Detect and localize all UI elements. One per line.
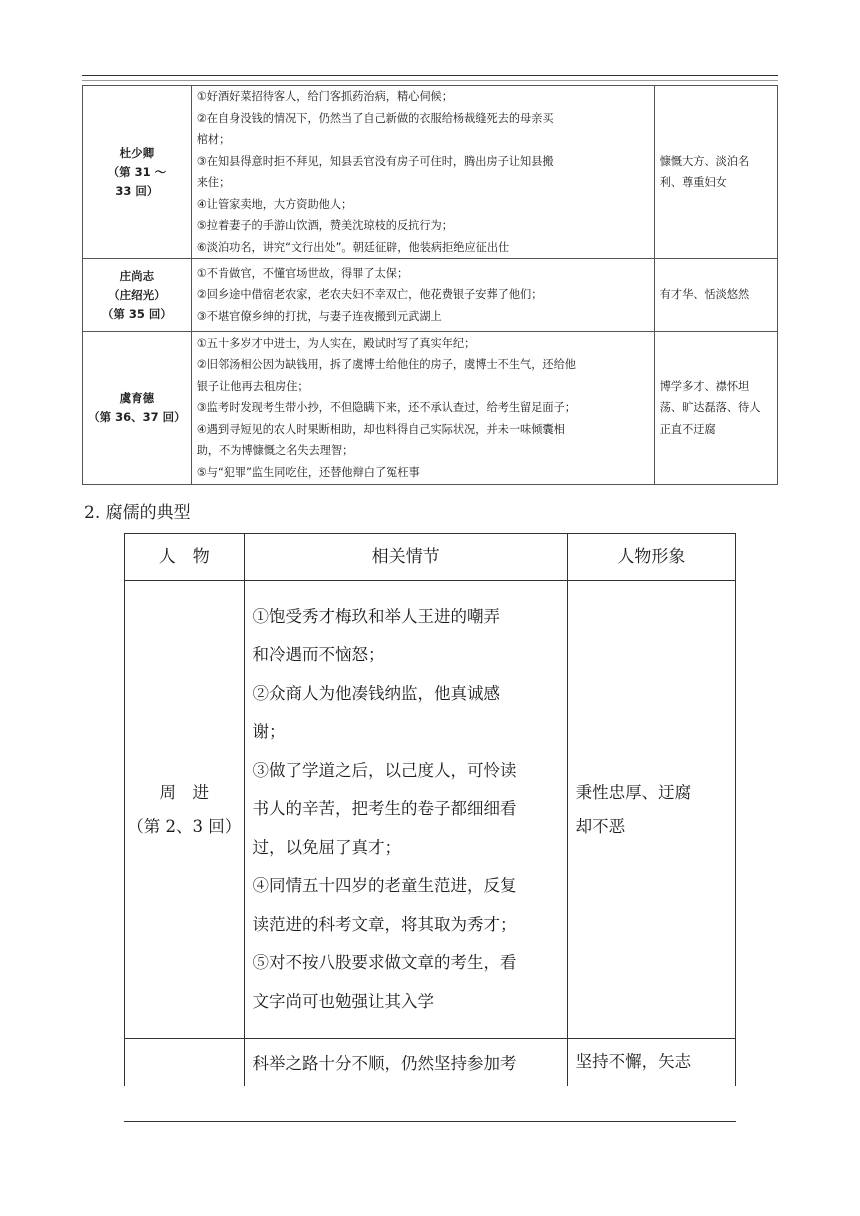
plot-line: ②旧邻汤相公因为缺钱用，拆了虞博士给他住的房子，虞博士不生气，还给他: [196, 358, 576, 372]
plot-cell: [191, 259, 654, 332]
column-header: 相关情节: [244, 534, 567, 581]
image-line: 却不恶: [575, 816, 626, 836]
plot-line: ②在自身没钱的情况下，仍然当了自己新做的衣服给杨裁缝死去的母亲买: [196, 111, 554, 125]
image-cell: 坚持不懈，矢志: [567, 1039, 735, 1087]
plot-cell: [191, 332, 654, 485]
plot-cell: [244, 581, 567, 1039]
plot-line: 来住；: [196, 176, 231, 189]
character-name: 虞育德: [119, 391, 155, 405]
plot-line: 和冷遇而不恼怒；: [252, 645, 385, 665]
image-line: 慷慨大方、淡泊名: [659, 154, 750, 168]
plot-line: 谢；: [252, 722, 286, 742]
chapter-ref: （第 2、3 回）: [127, 816, 242, 836]
image-cell: [654, 332, 777, 485]
table-row: [125, 581, 736, 1039]
image-line: 荡、旷达磊落、待人: [659, 401, 761, 415]
plot-line: ③在知县得意时拒不拜见，知县丢官没有房子可住时，腾出房子让知县搬: [196, 154, 554, 168]
alias: （庄绍光）: [108, 287, 166, 302]
plot-line: ①不肯做官，不懂官场世故，得罪了太保；: [196, 266, 409, 280]
plot-line: 文字尚可也勉强让其入学: [252, 991, 435, 1011]
plot-cell: 科举之路十分不顺，仍然坚持参加考: [244, 1039, 567, 1087]
image-line: 秉性忠厚、迂腐: [575, 782, 692, 802]
plot-line: 棺材；: [196, 133, 231, 146]
image-cell: [567, 581, 735, 1039]
plot-line: ③监考时发现考生带小抄，不但隐瞒下来，还不承认查过，给考生留足面子；: [196, 401, 576, 415]
plot-line: ⑤拉着妻子的手游山饮酒，赞美沈琼枝的反抗行为；: [196, 219, 453, 232]
column-header: 人 物: [125, 534, 245, 581]
character-name-cell: [125, 1039, 245, 1087]
chapter-ref: 33 回）: [115, 183, 159, 198]
chapter-ref: （第 36、37 回）: [88, 410, 186, 424]
plot-line: ③不堪官僚乡绅的打扰，与妻子连夜搬到元武湖上: [196, 309, 442, 323]
table-header-row: [125, 534, 736, 581]
image-line: 正直不迂腐: [659, 422, 716, 436]
plot-line: ②众商人为他凑钱纳监，他真诚感: [252, 683, 501, 703]
column-header: 人物形象: [567, 534, 735, 581]
plot-line: ⑥淡泊功名，讲究“文行出处”。朝廷征辟，他装病拒绝应征出仕: [196, 240, 510, 254]
plot-line: ④让管家卖地，大方资助他人；: [196, 197, 353, 211]
image-line: 利、尊重妇女: [659, 176, 727, 189]
image-line: 有才华、恬淡悠然: [659, 288, 750, 302]
plot-line: ④同情五十四岁的老童生范进，反复: [252, 876, 517, 896]
plot-line: 过，以免屈了真才；: [252, 837, 402, 857]
plot-line: ①饱受秀才梅玖和举人王进的嘲弄: [252, 606, 501, 626]
chapter-ref: （第 31 ～: [107, 164, 167, 179]
chapter-ref: （第 35 回）: [101, 306, 172, 321]
image-line: 博学多才、襟怀坦: [659, 379, 750, 393]
header-rule: [82, 75, 778, 76]
table-row: [83, 259, 778, 332]
image-cell: [654, 259, 777, 332]
character-name-cell: [83, 259, 192, 332]
character-name-cell: [83, 332, 192, 485]
scholar-table-1: [82, 85, 778, 485]
plot-line: ②回乡途中借宿老农家，老农夫妇不幸双亡，他花费银子安葬了他们；: [196, 288, 543, 302]
image-cell: [654, 86, 777, 259]
table-row: [125, 1039, 736, 1087]
section-title: 2. 腐儒的典型: [84, 503, 191, 523]
header-rule-thin: [82, 80, 778, 81]
plot-line: 助，不为博慷慨之名失去理智；: [196, 444, 354, 458]
plot-line: ④遇到寻短见的农人时果断相助，却也料得自己实际状况，并未一味倾囊相: [196, 422, 565, 436]
character-name: 杜少卿: [119, 145, 155, 160]
character-name-cell: [83, 86, 192, 259]
plot-line: ①好酒好菜招待客人，给门客抓药治病，精心伺候；: [196, 90, 453, 103]
plot-line: ⑤对不按八股要求做文章的考生，看: [252, 953, 517, 973]
table-row: [83, 86, 778, 259]
character-name: 庄尚志: [119, 268, 155, 283]
character-name: 周 进: [159, 782, 209, 802]
table-bottom-rule: [124, 1121, 736, 1122]
plot-line: 书人的辛苦，把考生的卷子都细细看: [252, 799, 517, 819]
character-name-cell: [125, 581, 245, 1039]
plot-line: ③做了学道之后，以己度人，可怜读: [252, 760, 517, 780]
table-row: [83, 332, 778, 485]
plot-line: ⑤与“犯罪”监生同吃住，还替他辩白了冤枉事: [196, 465, 420, 479]
plot-line: 读范进的科考文章，将其取为秀才；: [252, 914, 517, 934]
plot-line: ①五十多岁才中进士，为人实在，殿试时写了真实年纪；: [196, 336, 476, 350]
plot-cell: [191, 86, 654, 259]
plot-line: 银子让他再去租房住；: [196, 379, 309, 393]
scholar-table-2: [124, 533, 736, 1086]
